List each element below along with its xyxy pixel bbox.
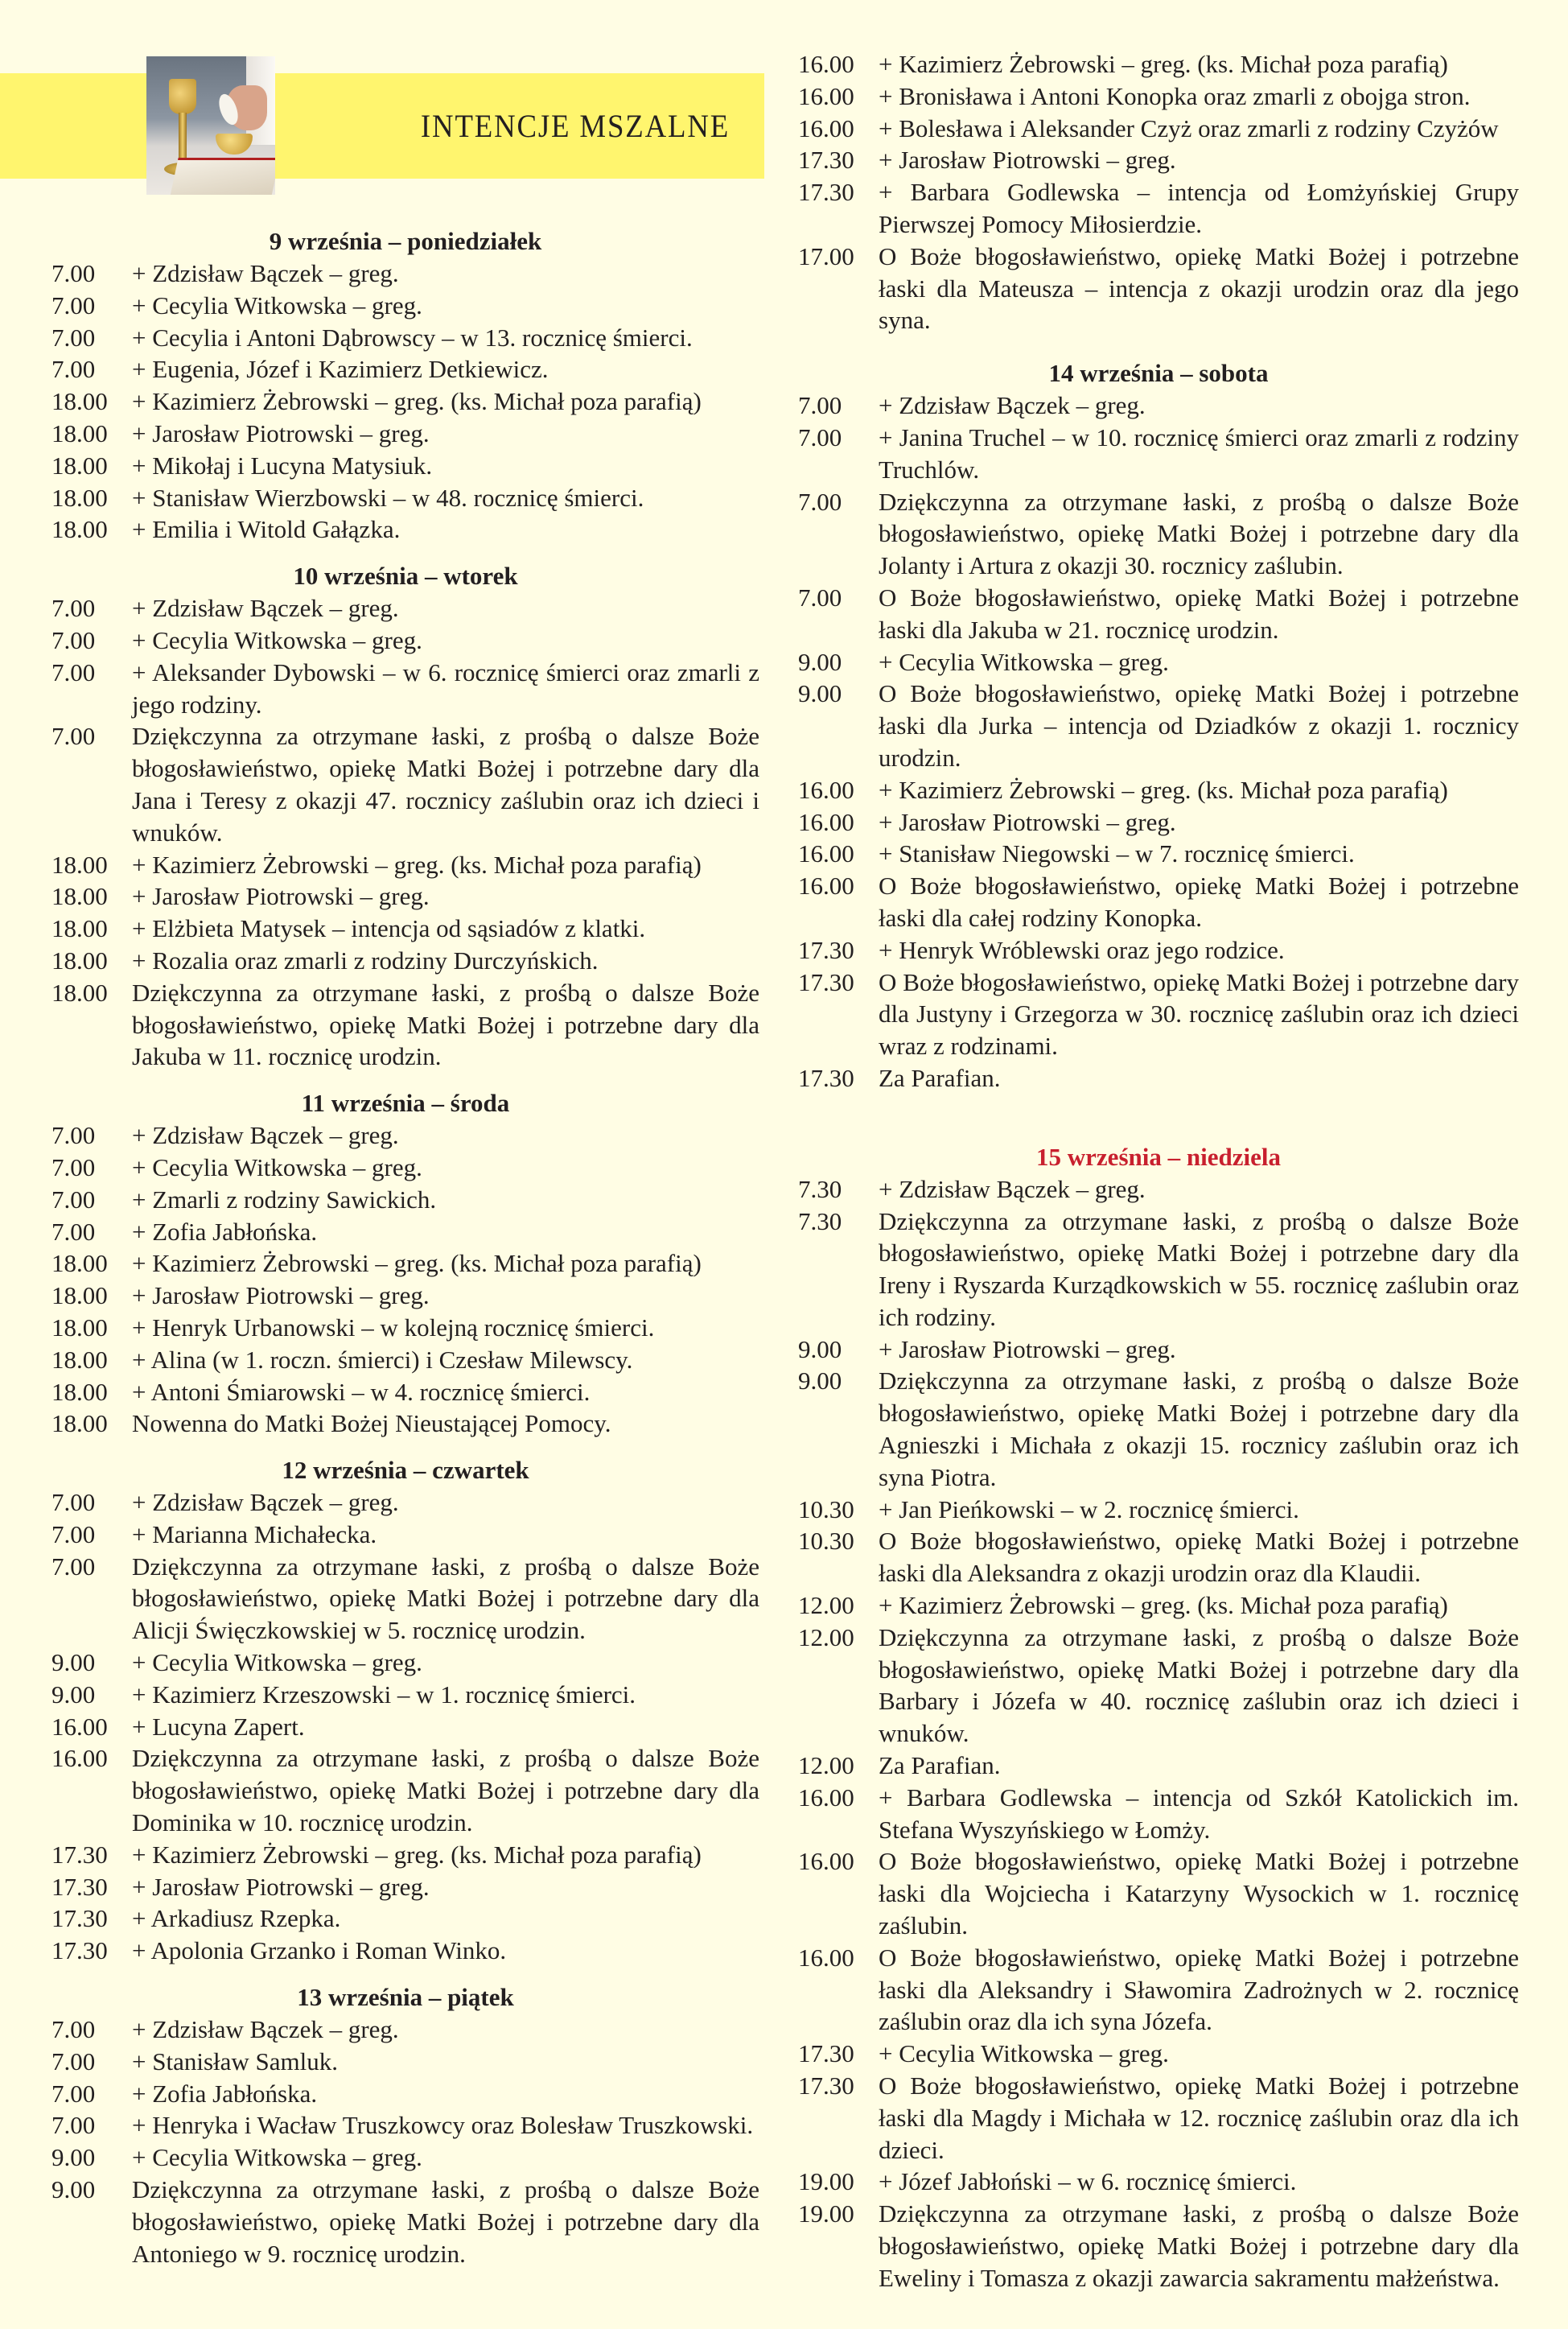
- mass-time: 17.30: [51, 1840, 108, 1869]
- mass-time: 17.30: [798, 178, 854, 207]
- intention-text: + Barbara Godlewska – intencja od Łomżyńskiej Grupy Pierwszej Pomocy Miłosierdzie.: [879, 178, 1519, 238]
- mass-time: 7.30: [798, 1206, 842, 1235]
- mass-time: 16.00: [51, 1712, 108, 1741]
- intention-text: + Zdzisław Bączek – greg.: [132, 1488, 399, 1517]
- mass-intention-row: [51, 1119, 759, 1152]
- mass-time: 7.00: [51, 259, 96, 287]
- mass-time: 18.00: [51, 850, 108, 879]
- intention-text: + Rozalia oraz zmarli z rodziny Durczyńskich.: [132, 946, 599, 975]
- day-section-sep-13-continued: [798, 48, 1519, 336]
- page-title: INTENCJE MSZALNE: [420, 108, 730, 144]
- mass-intention-row: [798, 870, 1519, 934]
- mass-intention-row: [51, 1711, 759, 1743]
- intention-text: O Boże błogosławieństwo, opiekę Matki Bożej i potrzebne dary dla Justyny i Grzegorza w 30. rocznicę zaślubin oraz ich dzieci wraz z rodzinami.: [879, 967, 1519, 1061]
- intention-text: + Zdzisław Bączek – greg.: [132, 1121, 399, 1150]
- mass-intention-row: [51, 1902, 759, 1935]
- intention-text: + Jarosław Piotrowski – greg.: [879, 146, 1176, 175]
- intention-text: + Cecylia i Antoni Dąbrowscy – w 13. rocznicę śmierci.: [132, 323, 693, 352]
- intention-text: + Eugenia, Józef i Kazimierz Detkiewicz.: [132, 355, 549, 384]
- intention-text: + Zdzisław Bączek – greg.: [132, 259, 399, 287]
- mass-intention-row: [798, 1845, 1519, 1941]
- mass-intention-row: [51, 1871, 759, 1903]
- intention-text: + Marianna Michałecka.: [132, 1519, 377, 1548]
- intention-text: + Zmarli z rodziny Sawickich.: [132, 1185, 437, 1214]
- intention-text: O Boże błogosławieństwo, opiekę Matki Bożej i potrzebne łaski dla Aleksandry i Sławomira Zadrożnych w 2. rocznicę zaślubin oraz dla ich syna Józefa.: [879, 1943, 1519, 2036]
- intention-text: + Zdzisław Bączek – greg.: [879, 391, 1146, 420]
- mass-intention-row: [798, 1365, 1519, 1493]
- mass-intention-row: [798, 422, 1519, 486]
- mass-time: 16.00: [798, 50, 854, 78]
- mass-intention-row: [51, 1647, 759, 1679]
- intention-text: Dziękczynna za otrzymane łaski, z prośbą o dalsze Boże błogosławieństwo, opiekę Matki Bożej i potrzebne dary dla Ireny i Ryszarda Kurządkowskich w 55. rocznicę zaślubin oraz ich rodziny.: [879, 1206, 1519, 1331]
- intention-text: + Henryka i Wacław Truszkowcy oraz Bolesław Truszkowski.: [132, 2111, 754, 2140]
- mass-time: 7.00: [51, 323, 96, 352]
- intention-text: + Elżbieta Matysek – intencja od sąsiadów z klatki.: [132, 914, 646, 943]
- mass-intention-row: [51, 945, 759, 977]
- mass-intention-row: [798, 1173, 1519, 1206]
- intention-text: + Barbara Godlewska – intencja od Szkół Katolickich im. Stefana Wyszyńskiego w Łomży.: [879, 1783, 1519, 1844]
- mass-time: 7.00: [51, 2111, 96, 2140]
- day-heading: 13 września – piątek: [297, 1983, 514, 2012]
- mass-time: 7.00: [51, 2079, 96, 2108]
- intention-text: Dziękczynna za otrzymane łaski, z prośbą o dalsze Boże błogosławieństwo, opiekę Matki Bożej i potrzebne dary dla Jana i Teresy z okazji 47. rocznicy zaślubin oraz ich dzieci i wnuków.: [132, 722, 759, 847]
- mass-time: 7.00: [51, 722, 96, 751]
- mass-time: 7.00: [51, 1552, 96, 1581]
- mass-intention-row: [51, 1679, 759, 1711]
- mass-time: 18.00: [51, 946, 108, 975]
- day-heading: 9 września – poniedziałek: [269, 227, 542, 255]
- mass-intention-row: [51, 1280, 759, 1312]
- mass-time: 12.00: [798, 1751, 854, 1780]
- day-section-sep-10: [51, 560, 759, 1073]
- intention-text: + Arkadiusz Rzepka.: [132, 1904, 341, 1933]
- mass-time: 9.00: [798, 679, 842, 708]
- mass-time: 17.30: [798, 2071, 854, 2100]
- intention-text: + Bronisława i Antoni Konopka oraz zmarli z obojga stron.: [879, 81, 1471, 110]
- mass-time: 17.30: [798, 146, 854, 175]
- intention-text: + Cecylia Witkowska – greg.: [132, 1152, 422, 1181]
- mass-time: 16.00: [798, 872, 854, 901]
- intention-text: Dziękczynna za otrzymane łaski, z prośbą o dalsze Boże błogosławieństwo, opiekę Matki Bożej i potrzebne dary dla Jakuba w 11. rocznicę urodzin.: [132, 978, 759, 1071]
- mass-intention-row: [798, 1525, 1519, 1589]
- mass-time: 10.30: [798, 1527, 854, 1556]
- mass-intention-row: [798, 1062, 1519, 1094]
- intention-text: Nowenna do Matki Bożej Nieustającej Pomocy.: [132, 1409, 611, 1438]
- mass-intention-row: [51, 625, 759, 657]
- intention-text: + Józef Jabłoński – w 6. rocznicę śmierci.: [879, 2167, 1297, 2196]
- intention-text: + Kazimierz Żebrowski – greg. (ks. Michał poza parafią): [132, 1840, 702, 1869]
- mass-time: 7.00: [51, 657, 96, 686]
- mass-time: 18.00: [51, 1409, 108, 1438]
- mass-intention-row: [51, 977, 759, 1073]
- intention-text: + Jarosław Piotrowski – greg.: [132, 882, 430, 911]
- intention-text: + Kazimierz Żebrowski – greg. (ks. Michał poza parafią): [879, 50, 1448, 78]
- mass-intention-row: [798, 486, 1519, 582]
- mass-intention-row: [51, 385, 759, 418]
- mass-time: 17.30: [798, 967, 854, 996]
- mass-intention-row: [51, 450, 759, 482]
- mass-intention-row: [51, 1344, 759, 1376]
- intention-text: + Antoni Śmiarowski – w 4. rocznicę śmierci.: [132, 1377, 591, 1406]
- intention-text: + Henryk Urbanowski – w kolejną rocznicę śmierci.: [132, 1313, 655, 1342]
- mass-time: 16.00: [798, 807, 854, 836]
- intention-text: + Jarosław Piotrowski – greg.: [132, 1872, 430, 1901]
- mass-time: 7.00: [51, 1185, 96, 1214]
- mass-time: 18.00: [51, 515, 108, 544]
- mass-intention-row: [51, 849, 759, 881]
- mass-time: 16.00: [798, 1783, 854, 1812]
- mass-time: 7.00: [51, 355, 96, 384]
- mass-intention-row: [798, 48, 1519, 80]
- mass-time: 16.00: [798, 839, 854, 868]
- intention-text: + Cecylia Witkowska – greg.: [132, 2143, 422, 2172]
- intention-text: Za Parafian.: [879, 1751, 1001, 1780]
- mass-time: 7.00: [51, 1519, 96, 1548]
- day-heading: 11 września – środa: [301, 1089, 510, 1118]
- intention-text: Za Parafian.: [879, 1063, 1001, 1092]
- mass-intention-row: [798, 646, 1519, 678]
- intention-text: + Stanisław Samluk.: [132, 2047, 339, 2075]
- mass-time: 18.00: [51, 1345, 108, 1374]
- intention-text: + Apolonia Grzanko i Roman Winko.: [132, 1936, 507, 1965]
- mass-intention-row: [798, 934, 1519, 967]
- mass-intention-row: [51, 2078, 759, 2110]
- mass-intention-row: [51, 657, 759, 721]
- mass-intention-row: [51, 2174, 759, 2269]
- mass-intention-row: [51, 513, 759, 546]
- mass-time: 7.00: [51, 2015, 96, 2044]
- mass-intention-row: [798, 1622, 1519, 1750]
- mass-intention-row: [51, 1184, 759, 1216]
- mass-intention-row: [51, 592, 759, 625]
- intention-text: + Kazimierz Żebrowski – greg. (ks. Michał poza parafią): [132, 1249, 702, 1278]
- intention-text: + Zdzisław Bączek – greg.: [879, 1174, 1146, 1203]
- mass-time: 17.30: [798, 1063, 854, 1092]
- intention-text: O Boże błogosławieństwo, opiekę Matki Bożej i potrzebne łaski dla Mateusza – intencja z okazji urodzin oraz dla jego syna.: [879, 241, 1519, 335]
- right-column: [798, 48, 1519, 2294]
- day-section-sep-12: [51, 1454, 759, 1967]
- mass-time: 16.00: [798, 1943, 854, 1972]
- mass-intention-row: [798, 806, 1519, 839]
- intention-text: Dziękczynna za otrzymane łaski, z prośbą o dalsze Boże błogosławieństwo, opiekę Matki Bożej i potrzebne dary dla Antoniego w 9. rocznicę urodzin.: [132, 2175, 759, 2268]
- mass-intention-row: [798, 1589, 1519, 1622]
- mass-intention-row: [798, 582, 1519, 646]
- intention-text: + Stanisław Wierzbowski – w 48. rocznicę śmierci.: [132, 483, 644, 512]
- mass-time: 7.00: [51, 1121, 96, 1150]
- mass-time: 17.30: [51, 1904, 108, 1933]
- mass-time: 7.00: [51, 2047, 96, 2075]
- intention-text: + Cecylia Witkowska – greg.: [132, 1648, 422, 1677]
- intention-text: + Henryk Wróblewski oraz jego rodzice.: [879, 935, 1285, 964]
- mass-intention-row: [798, 390, 1519, 422]
- mass-time: 18.00: [51, 1281, 108, 1310]
- mass-intention-row: [798, 1750, 1519, 1782]
- mass-time: 16.00: [798, 113, 854, 142]
- mass-intention-row: [798, 1494, 1519, 1526]
- mass-intention-row: [798, 2070, 1519, 2166]
- mass-intention-row: [51, 1551, 759, 1647]
- intention-text: + Stanisław Niegowski – w 7. rocznicę śmierci.: [879, 839, 1355, 868]
- intention-text: + Jan Pieńkowski – w 2. rocznicę śmierci.: [879, 1494, 1299, 1523]
- mass-intention-row: [798, 176, 1519, 241]
- mass-intention-row: [51, 418, 759, 450]
- mass-intention-row: [51, 720, 759, 848]
- mass-time: 16.00: [798, 775, 854, 804]
- mass-intention-row: [798, 838, 1519, 870]
- mass-intention-row: [51, 1839, 759, 1871]
- day-heading: 12 września – czwartek: [282, 1456, 529, 1485]
- mass-time: 18.00: [51, 978, 108, 1007]
- mass-intention-row: [51, 1216, 759, 1248]
- mass-intention-row: [51, 1408, 759, 1440]
- intention-text: + Zdzisław Bączek – greg.: [132, 2015, 399, 2044]
- intention-text: Dziękczynna za otrzymane łaski, z prośbą o dalsze Boże błogosławieństwo, opiekę Matki Bożej i potrzebne dary dla Jolanty i Artura z okazji 30. rocznicy zaślubin.: [879, 487, 1519, 580]
- mass-time: 16.00: [51, 1744, 108, 1773]
- intention-text: + Zofia Jabłońska.: [132, 1217, 318, 1246]
- mass-time: 17.30: [51, 1872, 108, 1901]
- mass-time: 18.00: [51, 451, 108, 480]
- intention-text: + Kazimierz Krzeszowski – w 1. rocznicę śmierci.: [132, 1680, 636, 1709]
- mass-time: 7.00: [51, 1488, 96, 1517]
- mass-intention-row: [51, 482, 759, 514]
- mass-intention-row: [51, 258, 759, 290]
- mass-time: 17.00: [798, 241, 854, 270]
- mass-time: 9.00: [798, 647, 842, 676]
- intention-text: Dziękczynna za otrzymane łaski, z prośbą o dalsze Boże błogosławieństwo, opiekę Matki Bożej i potrzebne dary dla Agnieszki i Michała z okazji 15. rocznicy zaślubin oraz ich syna Piotra.: [879, 1366, 1519, 1491]
- intention-text: + Zofia Jabłońska.: [132, 2079, 318, 2108]
- mass-time: 18.00: [51, 1377, 108, 1406]
- intention-text: + Janina Truchel – w 10. rocznicę śmierci oraz zmarli z rodziny Truchlów.: [879, 423, 1519, 484]
- intention-text: + Cecylia Witkowska – greg.: [132, 625, 422, 654]
- intention-text: + Alina (w 1. roczn. śmierci) i Czesław Milewscy.: [132, 1345, 633, 1374]
- day-section-sep-9: [51, 225, 759, 546]
- mass-time: 7.00: [798, 423, 842, 451]
- mass-time: 9.00: [51, 2143, 96, 2172]
- left-column: [51, 225, 759, 2269]
- mass-intention-row: [51, 290, 759, 322]
- intention-text: + Jarosław Piotrowski – greg.: [132, 418, 430, 447]
- mass-intention-row: [798, 1782, 1519, 1846]
- intention-text: + Lucyna Zapert.: [132, 1712, 305, 1741]
- mass-time: 9.00: [51, 1648, 96, 1677]
- day-section-sep-15: [798, 1141, 1519, 2294]
- mass-intention-row: [798, 1334, 1519, 1366]
- mass-time: 17.30: [798, 935, 854, 964]
- mass-time: 7.00: [798, 391, 842, 420]
- intention-text: + Cecylia Witkowska – greg.: [879, 647, 1169, 676]
- day-heading-sunday: 15 września – niedziela: [1036, 1142, 1281, 1171]
- mass-intention-row: [798, 1942, 1519, 2038]
- mass-time: 16.00: [798, 81, 854, 110]
- intention-text: + Zdzisław Bączek – greg.: [132, 594, 399, 623]
- intention-text: Dziękczynna za otrzymane łaski, z prośbą o dalsze Boże błogosławieństwo, opiekę Matki Bożej i potrzebne dary dla Dominika w 10. rocznicę urodzin.: [132, 1744, 759, 1837]
- mass-intention-row: [51, 1312, 759, 1344]
- chalice-photo: [146, 56, 275, 195]
- intention-text: O Boże błogosławieństwo, opiekę Matki Bożej i potrzebne łaski dla całej rodziny Konopka.: [879, 872, 1519, 932]
- ciborium-icon: [216, 134, 253, 155]
- mass-intention-row: [51, 353, 759, 385]
- mass-intention-row: [51, 2141, 759, 2174]
- mass-time: 12.00: [798, 1622, 854, 1651]
- mass-time: 7.00: [798, 487, 842, 516]
- intention-text: Dziękczynna za otrzymane łaski, z prośbą o dalsze Boże błogosławieństwo, opiekę Matki Bożej i potrzebne dary dla Barbary i Józefa w 40. rocznicę zaślubin oraz ich dzieci i wnuków.: [879, 1622, 1519, 1748]
- mass-time: 18.00: [51, 483, 108, 512]
- mass-intention-row: [798, 80, 1519, 113]
- mass-time: 18.00: [51, 387, 108, 416]
- mass-intention-row: [51, 2109, 759, 2141]
- mass-intention-row: [51, 1247, 759, 1280]
- mass-time: 7.00: [798, 583, 842, 612]
- mass-time: 7.00: [51, 625, 96, 654]
- mass-time: 19.00: [798, 2167, 854, 2196]
- day-section-sep-13: [51, 1981, 759, 2269]
- mass-time: 7.00: [51, 594, 96, 623]
- intention-text: + Kazimierz Żebrowski – greg. (ks. Michał poza parafią): [132, 850, 702, 879]
- mass-intention-row: [798, 774, 1519, 806]
- day-section-sep-14: [798, 357, 1519, 1094]
- intention-text: + Kazimierz Żebrowski – greg. (ks. Michał poza parafią): [132, 387, 702, 416]
- mass-intention-row: [798, 678, 1519, 773]
- intention-text: O Boże błogosławieństwo, opiekę Matki Bożej i potrzebne łaski dla Aleksandra z okazji urodzin oraz dla Klaudii.: [879, 1527, 1519, 1588]
- intention-text: + Kazimierz Żebrowski – greg. (ks. Michał poza parafią): [879, 1591, 1448, 1620]
- mass-time: 7.00: [51, 1152, 96, 1181]
- day-heading: 10 września – wtorek: [293, 562, 518, 591]
- mass-intention-row: [798, 967, 1519, 1062]
- mass-intention-row: [51, 2046, 759, 2078]
- mass-time: 9.00: [51, 2175, 96, 2204]
- intention-text: + Kazimierz Żebrowski – greg. (ks. Michał poza parafią): [879, 775, 1448, 804]
- intention-text: + Jarosław Piotrowski – greg.: [132, 1281, 430, 1310]
- mass-intention-row: [51, 1486, 759, 1519]
- intention-text: + Cecylia Witkowska – greg.: [132, 291, 422, 319]
- mass-time: 9.00: [798, 1366, 842, 1395]
- mass-intention-row: [51, 2014, 759, 2046]
- mass-intention-row: [51, 880, 759, 913]
- mass-intention-row: [51, 1519, 759, 1551]
- mass-intention-row: [798, 241, 1519, 336]
- mass-time: 9.00: [798, 1334, 842, 1363]
- mass-time: 19.00: [798, 2199, 854, 2228]
- mass-intention-row: [798, 2166, 1519, 2198]
- mass-intention-row: [798, 113, 1519, 145]
- mass-time: 10.30: [798, 1494, 854, 1523]
- mass-time: 12.00: [798, 1591, 854, 1620]
- mass-time: 18.00: [51, 914, 108, 943]
- intention-text: O Boże błogosławieństwo, opiekę Matki Bożej i potrzebne łaski dla Wojciecha i Katarzyny Wysockich w 1. rocznicę zaślubin.: [879, 1847, 1519, 1940]
- intention-text: + Mikołaj i Lucyna Matysiuk.: [132, 451, 433, 480]
- mass-time: 17.30: [798, 2039, 854, 2068]
- intention-text: O Boże błogosławieństwo, opiekę Matki Bożej i potrzebne łaski dla Jurka – intencja od Dziadków z okazji 1. rocznicy urodzin.: [879, 679, 1519, 772]
- mass-intention-row: [51, 1742, 759, 1838]
- intention-text: + Emilia i Witold Gałązka.: [132, 515, 401, 544]
- intention-text: + Bolesława i Aleksander Czyż oraz zmarli z rodziny Czyżów: [879, 113, 1499, 142]
- intention-text: Dziękczynna za otrzymane łaski, z prośbą o dalsze Boże błogosławieństwo, opiekę Matki Bożej i potrzebne dary dla Eweliny i Tomasza z okazji zawarcia sakramentu małżeństwa.: [879, 2199, 1519, 2292]
- mass-time: 18.00: [51, 1313, 108, 1342]
- intention-text: Dziękczynna za otrzymane łaski, z prośbą o dalsze Boże błogosławieństwo, opiekę Matki Bożej i potrzebne dary dla Alicji Święczkowskiej w 5. rocznicę urodzin.: [132, 1552, 759, 1645]
- mass-time: 7.30: [798, 1174, 842, 1203]
- mass-time: 9.00: [51, 1680, 96, 1709]
- intention-text: O Boże błogosławieństwo, opiekę Matki Bożej i potrzebne łaski dla Magdy i Michała w 12. rocznicę zaślubin oraz dla ich dzieci.: [879, 2071, 1519, 2164]
- intention-text: + Jarosław Piotrowski – greg.: [879, 1334, 1176, 1363]
- mass-time: 18.00: [51, 882, 108, 911]
- mass-time: 17.30: [51, 1936, 108, 1965]
- day-heading: 14 września – sobota: [1048, 359, 1269, 388]
- chalice-icon: [169, 79, 196, 114]
- mass-time: 7.00: [51, 291, 96, 319]
- intention-text: + Cecylia Witkowska – greg.: [879, 2039, 1169, 2068]
- intention-text: O Boże błogosławieństwo, opiekę Matki Bożej i potrzebne łaski dla Jakuba w 21. rocznicę urodzin.: [879, 583, 1519, 644]
- mass-intention-row: [51, 1376, 759, 1408]
- mass-intention-row: [798, 2198, 1519, 2294]
- mass-intention-row: [798, 2038, 1519, 2070]
- mass-time: 16.00: [798, 1847, 854, 1876]
- mass-intention-row: [798, 1206, 1519, 1334]
- day-section-sep-11: [51, 1087, 759, 1440]
- mass-intention-row: [51, 1935, 759, 1967]
- mass-intention-row: [51, 913, 759, 945]
- missal-book-icon: [169, 158, 275, 195]
- intention-text: + Aleksander Dybowski – w 6. rocznicę śmierci oraz zmarli z jego rodziny.: [132, 657, 759, 719]
- mass-time: 18.00: [51, 418, 108, 447]
- mass-intention-row: [51, 1152, 759, 1184]
- mass-time: 7.00: [51, 1217, 96, 1246]
- mass-intention-row: [51, 322, 759, 354]
- intention-text: + Jarosław Piotrowski – greg.: [879, 807, 1176, 836]
- mass-intention-row: [798, 144, 1519, 176]
- mass-time: 18.00: [51, 1249, 108, 1278]
